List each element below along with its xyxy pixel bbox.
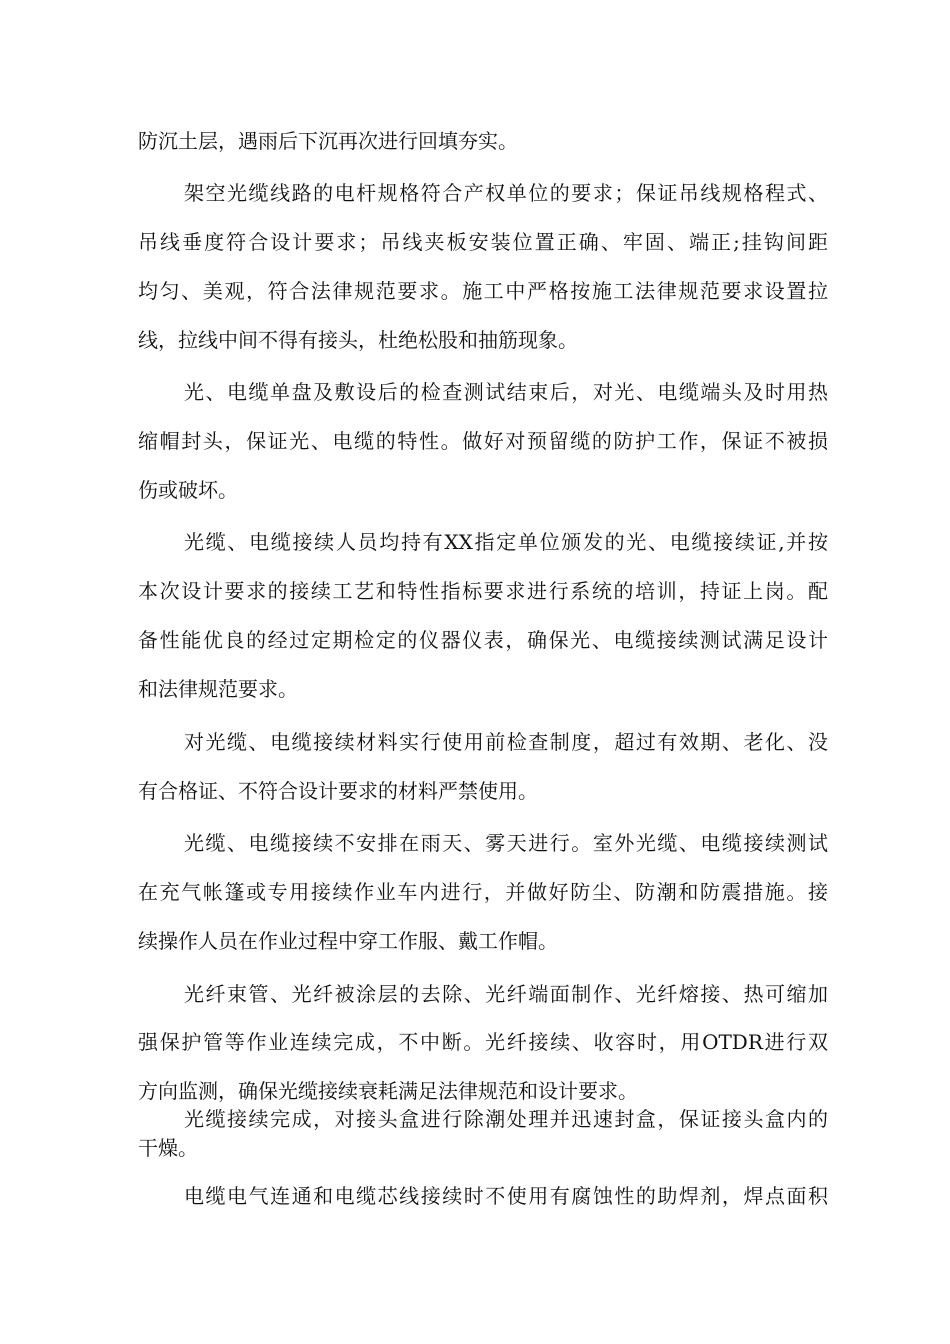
text-line: 干燥。 (138, 1136, 198, 1160)
text-line: 方向监测，确保光缆接续衰耗满足法律规范和设计要求。 (138, 1079, 638, 1103)
text-line: 有合格证、不符合设计要求的材料严禁使用。 (138, 779, 538, 803)
text-line: 防沉土层，遇雨后下沉再次进行回填夯实。 (138, 129, 518, 153)
text-line: 强保护管等作业连续完成，不中断。光纤接续、收容时，用OTDR进行双 (138, 1030, 828, 1054)
text-line: 光纤束管、光纤被涂层的去除、光纤端面制作、光纤熔接、热可缩加 (184, 982, 828, 1006)
text-line: 本次设计要求的接续工艺和特性指标要求进行系统的培训，持证上岗。配 (138, 579, 828, 603)
text-line: 电缆电气连通和电缆芯线接续时不使用有腐蚀性的助焊剂，焊点面积 (184, 1184, 828, 1208)
text-line: 伤或破坏。 (138, 478, 238, 502)
text-line: 光缆、电缆接续不安排在雨天、雾天进行。室外光缆、电缆接续测试 (184, 831, 828, 855)
text-line: 对光缆、电缆接续材料实行使用前检查制度，超过有效期、老化、没 (184, 730, 828, 754)
text-line: 光缆、电缆接续人员均持有XX指定单位颁发的光、电缆接续证,并按 (184, 530, 828, 554)
text-line: 光、电缆单盘及敷设后的检查测试结束后，对光、电缆端头及时用热 (184, 380, 828, 404)
text-line: 续操作人员在作业过程中穿工作服、戴工作帽。 (138, 929, 558, 953)
text-line: 线，拉线中间不得有接头，杜绝松股和抽筋现象。 (138, 328, 578, 352)
text-line: 均匀、美观，符合法律规范要求。施工中严格按施工法律规范要求设置拉 (138, 279, 828, 303)
text-line: 架空光缆线路的电杆规格符合产权单位的要求；保证吊线规格程式、 (184, 181, 828, 205)
text-line: 和法律规范要求。 (138, 677, 298, 701)
text-line: 缩帽封头，保证光、电缆的特性。做好对预留缆的防护工作，保证不被损 (138, 429, 828, 453)
text-line: 在充气帐篷或专用接续作业车内进行，并做好防尘、防潮和防震措施。接 (138, 880, 828, 904)
text-line: 吊线垂度符合设计要求；吊线夹板安装位置正确、牢固、端正;挂钩间距 (138, 230, 828, 254)
text-line: 光缆接续完成，对接头盒进行除潮处理并迅速封盒，保证接头盒内的 (184, 1107, 828, 1131)
text-line: 备性能优良的经过定期检定的仪器仪表，确保光、电缆接续测试满足设计 (138, 628, 828, 652)
